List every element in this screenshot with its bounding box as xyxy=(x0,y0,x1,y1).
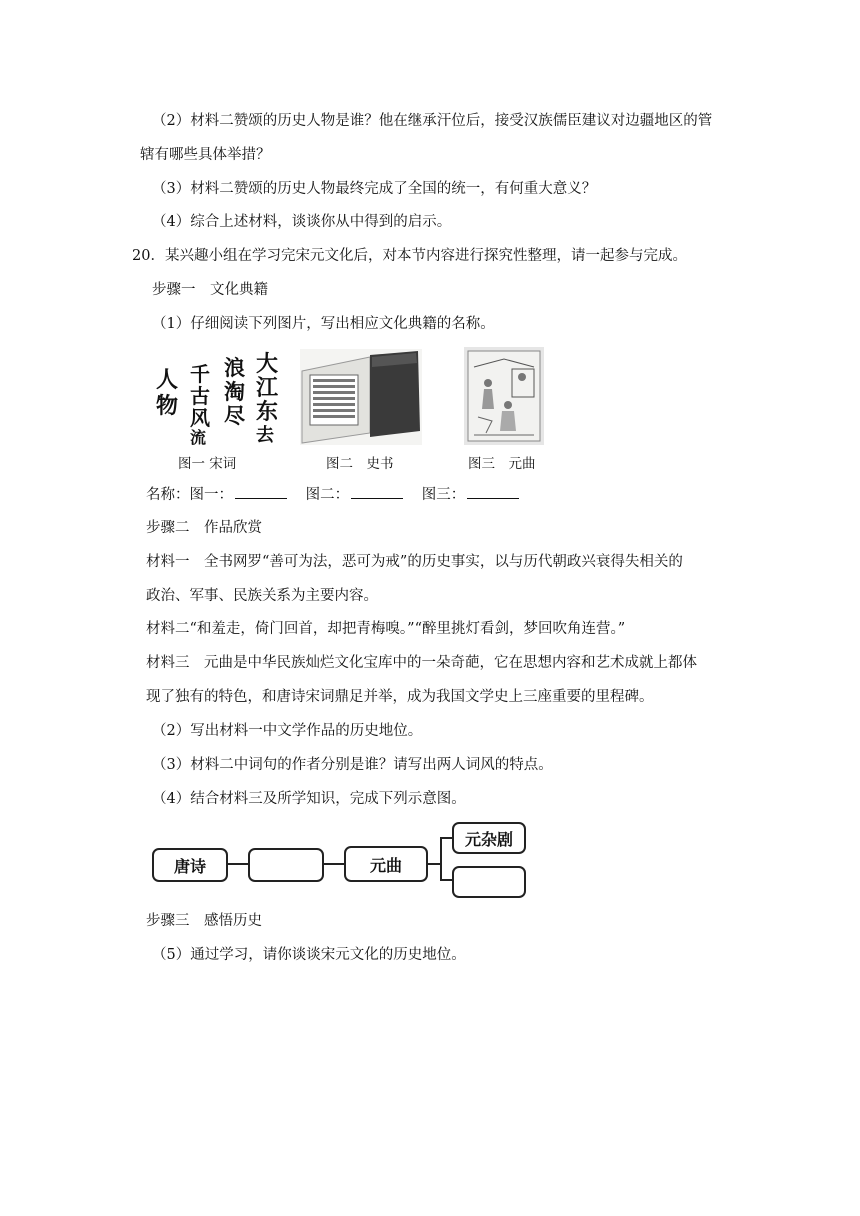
svg-text:古: 古 xyxy=(190,384,210,408)
names-label: 名称：图一： xyxy=(146,487,233,503)
fig3-caption: 图三 元曲 xyxy=(468,456,536,472)
diagram-box-yuan-zaju: 元杂剧 xyxy=(452,822,526,854)
step1-heading: 步骤一 文化典籍 xyxy=(152,282,268,298)
diagram-box-tang-poetry: 唐诗 xyxy=(152,848,228,882)
diagram-box-blank[interactable] xyxy=(248,848,324,882)
svg-text:浪: 浪 xyxy=(224,355,245,380)
fig1-calligraphy-svg xyxy=(152,347,280,445)
diagram-connector xyxy=(440,879,452,881)
names-fig3-label: 图三： xyxy=(421,487,466,503)
svg-text:物: 物 xyxy=(156,393,179,419)
q20-stem: 20．某兴趣小组在学习完宋元文化后，对本节内容进行探究性整理，请一起参与完成。 xyxy=(132,248,687,264)
step2-heading: 步骤二 作品欣赏 xyxy=(146,520,262,536)
diagram-connector xyxy=(228,863,248,865)
material3-line2: 现了独有的特色，和唐诗宋词鼎足并举，成为我国文学史上三座重要的里程碑。 xyxy=(146,689,654,705)
fig3-answer-blank[interactable] xyxy=(467,484,519,499)
fig2-caption: 图二 史书 xyxy=(326,456,394,472)
q19-item2-line2: 辖有哪些具体举措？ xyxy=(140,147,271,163)
q20-item5: （5）通过学习，请你谈谈宋元文化的历史地位。 xyxy=(152,947,466,963)
fig2-answer-blank[interactable] xyxy=(351,484,403,499)
svg-text:淘: 淘 xyxy=(224,379,245,404)
fig2-book-svg xyxy=(300,349,422,445)
svg-text:东: 东 xyxy=(256,399,279,425)
fig2-book-image xyxy=(300,349,422,445)
diagram-connector xyxy=(440,837,452,839)
q20-item2: （2）写出材料一中文学作品的历史地位。 xyxy=(152,723,423,739)
names-line xyxy=(146,484,519,505)
material1-line2: 政治、军事、民族关系为主要内容。 xyxy=(146,588,378,604)
material2: 材料二“和羞走，倚门回首，却把青梅嗅。”“醉里挑灯看剑，梦回吹角连营。” xyxy=(146,621,626,637)
names-fig2-label: 图二： xyxy=(305,487,350,503)
fig3-opera-image xyxy=(464,347,544,445)
q20-item1: （1）仔细阅读下列图片，写出相应文化典籍的名称。 xyxy=(152,316,495,332)
q19-item2-line1: （2）材料二赞颂的历史人物是谁？他在继承汗位后，接受汉族儒臣建议对边疆地区的管 xyxy=(152,113,713,129)
svg-text:流: 流 xyxy=(190,428,207,445)
q20-item3: （3）材料二中词句的作者分别是谁？请写出两人词风的特点。 xyxy=(152,757,553,773)
fig1-caption: 图一 宋词 xyxy=(178,456,237,472)
q19-item4: （4）综合上述材料，谈谈你从中得到的启示。 xyxy=(152,214,452,230)
svg-text:风: 风 xyxy=(190,406,210,430)
svg-text:尽: 尽 xyxy=(224,403,245,428)
diagram-bracket xyxy=(440,837,442,881)
material3-line1: 材料三 元曲是中华民族灿烂文化宝库中的一朵奇葩，它在思想内容和艺术成就上都体 xyxy=(146,655,697,671)
fig1-answer-blank[interactable] xyxy=(235,484,287,499)
svg-text:大: 大 xyxy=(256,351,279,377)
q20-item4: （4）结合材料三及所学知识，完成下列示意图。 xyxy=(152,791,466,807)
diagram-box-yuan-qu: 元曲 xyxy=(344,846,428,882)
step3-heading: 步骤三 感悟历史 xyxy=(146,913,262,929)
svg-text:去: 去 xyxy=(256,425,274,445)
svg-text:人: 人 xyxy=(156,367,179,393)
q19-item3: （3）材料二赞颂的历史人物最终完成了全国的统一，有何重大意义？ xyxy=(152,181,597,197)
svg-text:江: 江 xyxy=(256,375,279,401)
diagram-connector xyxy=(324,863,344,865)
fig3-opera-svg xyxy=(464,347,544,445)
svg-text:千: 千 xyxy=(190,362,210,386)
material1-line1: 材料一 全书网罗“善可为法，恶可为戒”的历史事实，以与历代朝政兴衰得失相关的 xyxy=(146,554,683,570)
fig1-calligraphy-image xyxy=(152,347,280,445)
diagram-box-blank-2[interactable] xyxy=(452,866,526,898)
